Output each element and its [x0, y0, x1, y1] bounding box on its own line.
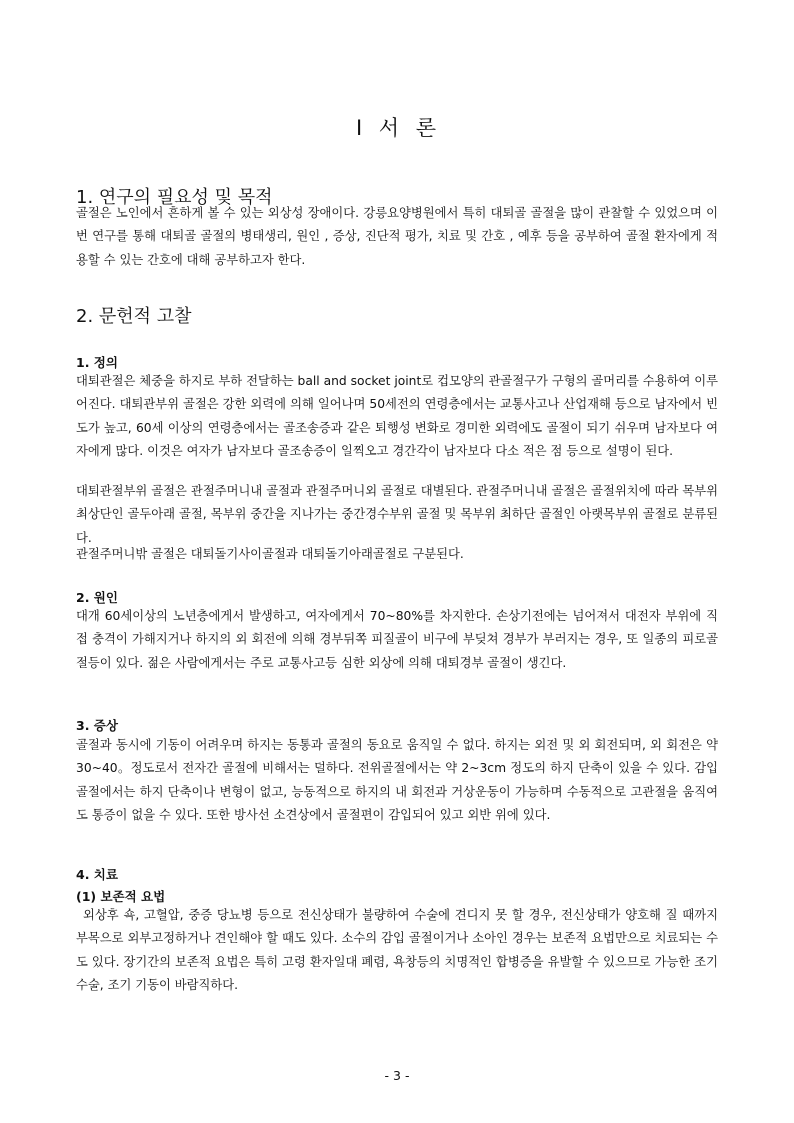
subsection-heading-treatment: 4. 치료: [76, 867, 118, 882]
section-heading-literature: 2. 문헌적 고찰: [76, 306, 192, 327]
subsection-heading-symptoms: 3. 증상: [76, 718, 118, 733]
cause-paragraph: 대개 60세이상의 노년층에게서 발생하고, 여자에게서 70~80%를 차지한다. 손상기전에는 넘어져서 대전자 부위에 직접 충격이 가해지거나 하지의 외 회전에 의해 경부뒤쪽 피질골이 비구에 부딪쳐 경부가 부러지는 경우, 또 일종의 피로골절등이 있다. 젊은 사람에게서는 주로 교통사고등 심한 외상에 의해 대퇴경부 골절이 생긴다.: [76, 609, 718, 670]
subsection-heading-definition: 1. 정의: [76, 355, 118, 370]
section-heading-purpose: 1. 연구의 필요성 및 목적: [76, 187, 273, 208]
definition-paragraph-1: 대퇴관절은 체중을 하지로 부하 전달하는 ball and socket joint로 컵모양의 관골절구가 구형의 골머리를 수용하여 이루어진다. 대퇴관부위 골절은 강한 외력에 의해 일어나며 50세전의 연령층에서는 교통사고나 산업재해 등으로 남자에서 빈도가 높고, 60세 이상의 연령층에서는 골조송증과 같은 퇴행성 변화로 경미한 외력에도 골절이 되기 쉬우며 남자보다 여자에게 많다. 이것은 여자가 남자보다 골조송증이 일찍오고 경간각이 남자보다 다소 적은 점 등으로 설명이 된다.: [76, 374, 718, 459]
symptoms-paragraph: 골절과 동시에 기동이 어려우며 하지는 동통과 골절의 동요로 움직일 수 없다. 하지는 외전 및 외 회전되며, 외 회전은 약 30~40。정도로서 전자간 골절에 비해서는 덜하다. 전위골절에서는 약 2~3cm 정도의 하지 단축이 있을 수 있다. 감입 골절에서는 하지 단축이나 변형이 없고, 능동적으로 하지의 내 회전과 거상운동이 가능하며 수동적으로 고관절을 움직여도 통증이 없을 수 있다. 또한 방사선 소견상에서 골절편이 감입되어 있고 외반 위에 있다.: [76, 738, 718, 823]
page-number: - 3 -: [384, 1068, 410, 1083]
purpose-paragraph: 골절은 노인에서 흔하게 볼 수 있는 외상성 장애이다. 강릉요양병원에서 특히 대퇴골 골절을 많이 관찰할 수 있었으며 이번 연구를 통해 대퇴골 골절의 병태생리, 원인 , 증상, 진단적 평가, 치료 및 간호 , 예후 등을 공부하여 골절 환자에게 적용할 수 있는 간호에 대해 공부하고자 한다.: [76, 206, 718, 267]
treatment-subheading-conservative: (1) 보존적 요법: [76, 889, 166, 904]
subsection-heading-cause: 2. 원인: [76, 590, 118, 605]
treatment-paragraph: 외상후 쇽, 고혈압, 중증 당뇨병 등으로 전신상태가 불량하여 수술에 견디지 못 할 경우, 전신상태가 양호해 질 때까지 부목으로 외부고정하거나 견인해야 할 때도 있다. 소수의 감입 골절이거나 소아인 경우는 보존적 요법만으로 치료되는 수도 있다. 장기간의 보존적 요법은 특히 고령 환자일대 폐렴, 욕창등의 치명적인 합병증을 유발할 수 있으므로 가능한 조기 수술, 조기 기동이 바람직하다.: [76, 908, 718, 993]
definition-paragraph-2: 대퇴관절부위 골절은 관절주머니내 골절과 관절주머니외 골절로 대별된다. 관절주머니내 골절은 골절위치에 따라 목부위 최상단인 골두아래 골절, 목부위 중간을 지나가는 중간경수부위 골절 및 목부위 최하단 골절인 아랫목부위 골절로 분류된다.: [76, 484, 718, 545]
definition-paragraph-3: 관절주머니밖 골절은 대퇴돌기사이골절과 대퇴돌기아래골절로 구분된다.: [76, 547, 464, 561]
chapter-title: Ⅰ 서 론: [355, 116, 439, 140]
